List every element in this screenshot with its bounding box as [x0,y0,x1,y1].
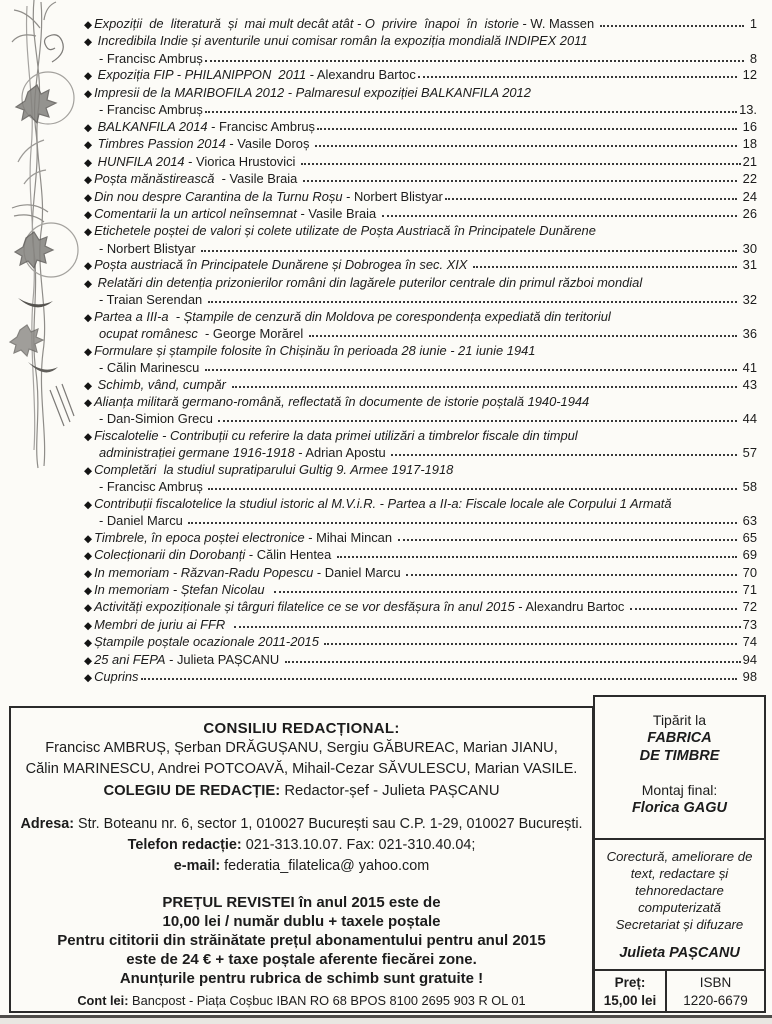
toc-author-text: - Vasile Braia [296,205,380,221]
toc-author-text: - Viorica Hrustovici [184,153,299,169]
diamond-bullet-icon: ◆ [84,498,93,511]
toc-entry [84,394,757,428]
printer-name-2: DE TIMBRE [639,748,720,764]
toc-line [84,154,757,171]
toc-entry [84,189,757,206]
dot-leader [208,301,737,303]
toc-page-number: 72 [739,599,757,615]
dot-leader [317,128,737,130]
toc-entry [84,565,757,582]
diamond-bullet-icon: ◆ [84,87,93,100]
toc-page-number: 57 [739,445,757,461]
price-line-1: PREȚUL REVISTEI în anul 2015 este de [162,894,441,911]
toc-line [84,275,757,292]
diamond-bullet-icon: ◆ [84,654,93,667]
spacer [595,765,764,781]
diamond-bullet-icon: ◆ [84,619,93,632]
toc-page-number: 58 [739,479,757,495]
toc-title-text: administrației germane 1916-1918 [99,445,295,461]
toc-entry [84,171,757,188]
toc-title-text: Etichetele poștei de valori și colete utilizate de Poșta Austriacă în Principatele Dunărene [94,223,596,239]
toc-author-text: - Călin Hentea [245,547,335,563]
toc-line [84,445,757,461]
address-block [11,814,592,877]
dot-leader [205,111,737,113]
diamond-bullet-icon: ◆ [84,277,93,290]
dot-leader [391,454,737,456]
diamond-bullet-icon: ◆ [84,208,93,221]
toc-page-number: 21 [742,153,757,169]
diamond-bullet-icon: ◆ [84,311,93,324]
dot-leader [208,488,737,490]
toc-title-text: Expoziția FIP - PHILANIPPON 2011 [94,67,307,83]
toc-title-text: HUNFILA 2014 [94,153,185,169]
toc-title-text: In memoriam - Răzvan-Radu Popescu [94,564,314,580]
secretariat-text: Secretariat și difuzare [615,917,744,932]
editorial-board-title: CONSILIU REDACȚIONAL: [203,720,400,737]
diamond-bullet-icon: ◆ [84,464,93,477]
toc-line [84,85,757,102]
dot-leader [205,60,744,62]
toc-page-number: 98 [739,669,757,685]
price-label: Preț: [614,975,646,990]
diamond-bullet-icon: ◆ [84,672,93,685]
diamond-bullet-icon: ◆ [84,139,93,152]
toc-entry [84,223,757,257]
email-label: e-mail: [173,858,221,874]
printed-at-label: Tipărit la [652,712,707,728]
toc-page-number: 70 [739,564,757,580]
diamond-bullet-icon: ◆ [84,379,93,392]
diamond-bullet-icon: ◆ [84,602,93,615]
diamond-bullet-icon: ◆ [84,584,93,597]
dot-leader [303,180,737,182]
diamond-bullet-icon: ◆ [84,637,93,650]
toc-line [84,360,757,376]
proofreading-text: Corectură, ameliorare de text, redactare și tehnoredactare computerizată [606,849,753,915]
toc-line [84,223,757,240]
toc-page-number: 36 [739,326,757,342]
toc-title-text: Colecționarii din Dorobanți [94,547,246,563]
toc-author-text: - Daniel Marcu [99,513,187,529]
toc-page-number: 1 [746,16,757,31]
editorial-board-names-2: Călin MARINESCU, Andrei POTCOAVĂ, Mihail-Cezar SĂVULESCU, Marian VASILE. [25,761,578,777]
toc-page-number: 8 [746,50,757,66]
toc-entry [84,154,757,171]
toc-page-number: 65 [739,529,757,545]
dot-leader [205,369,737,371]
toc-author-text: - Francisc Ambruș [207,118,315,134]
diamond-bullet-icon: ◆ [84,121,93,134]
print-info-column [593,695,766,1013]
toc-entry [84,136,757,153]
diamond-bullet-icon: ◆ [84,567,93,580]
diamond-bullet-icon: ◆ [84,550,93,563]
dot-leader [473,266,737,268]
toc-author-text: - Francisc Ambruș [99,50,203,66]
toc-page-number: 24 [739,188,757,204]
toc-line [84,394,757,411]
toc-author-text: - W. Massen [518,16,598,31]
editorial-college-value: Redactor-șef - Julieta PAȘCANU [280,783,500,799]
toc-page-number: 16 [739,118,757,134]
editorial-college-line [11,780,592,802]
address-value: Str. Boteanu nr. 6, sector 1, 010027 București sau C.P. 1-29, 010027 București. [74,816,583,832]
dot-leader [600,25,745,27]
toc-line [84,634,757,651]
toc-line [84,513,757,529]
toc-title-text: 25 ani FEPA [94,651,166,667]
toc-page-number: 63 [739,513,757,529]
toc-author-text: - George Morărel [201,326,307,342]
toc-line [84,326,757,342]
isbn-value: 1220-6679 [683,993,748,1008]
toc-author-text: - Norbert Blistyar [342,188,443,204]
phone-label: Telefon redacție: [127,837,242,853]
email-line [11,856,592,877]
dot-leader [337,556,737,558]
toc-page-number: 18 [739,136,757,152]
dot-leader [418,76,737,78]
toc-entry [84,67,757,84]
price-line-5: Anunțurile pentru rubrica de schimb sunt gratuite ! [119,970,484,987]
toc-line [84,565,757,582]
toc-line [84,479,757,495]
toc-entry [84,496,757,530]
toc-line [84,241,757,257]
toc-line [84,377,757,394]
toc-author-text: - Alexandru Bartoc [514,599,628,615]
isbn-label: ISBN [699,975,732,990]
toc-title-text: Alianța militară germano-română, reflectată în documente de istorie poștală 1940-1944 [94,393,590,409]
toc-line [84,462,757,479]
toc-author-text: - Vasile Braia [218,171,301,187]
toc-author-text: - Mihai Mincan [304,529,396,545]
toc-title-text: Comentarii la un articol neînsemnat [94,205,297,221]
address-line [11,814,592,835]
toc-line [84,530,757,547]
toc-entry [84,16,757,33]
dot-leader [274,591,737,593]
toc-entry [84,343,757,377]
toc-line [84,189,757,206]
toc-line [84,136,757,153]
phone-line [11,835,592,856]
toc-title-text: Membri de juriu ai FFR [94,616,233,632]
toc-line [84,257,757,274]
diamond-bullet-icon: ◆ [84,36,93,49]
price-value: 15,00 lei [603,993,657,1008]
toc-entry [84,257,757,274]
toc-page-number: 26 [739,205,757,221]
toc-author-text: - Julieta PAȘCANU [165,651,283,667]
dot-leader [324,643,737,645]
dot-leader [201,250,737,252]
toc-entry [84,669,757,686]
toc-page-number: 22 [739,171,757,187]
phone-value: 021-313.10.07. Fax: 021-310.40.04; [241,837,476,853]
toc-line [84,51,757,67]
dot-leader [406,574,737,576]
toc-entry [84,85,757,119]
printer-name-1: FABRICA [647,730,712,746]
toc-line [84,669,757,686]
dot-leader [630,608,737,610]
toc-page-number: 74 [739,634,757,650]
toc-line [84,292,757,308]
editorial-box [9,706,594,1013]
toc-line [84,652,757,669]
toc-entry [84,275,757,309]
toc-page-number: 44 [739,411,757,427]
toc-title-text: Ștampile poștale ocazionale 2011-2015 [94,634,323,650]
editorial-college-label: COLEGIU DE REDACȚIE: [103,783,281,799]
price-isbn-row [595,969,764,1011]
toc-page-number: 94 [742,651,757,667]
toc-line [84,582,757,599]
toc-page-number: 41 [739,360,757,376]
toc-entry [84,119,757,136]
toc-author-text: - Francisc Ambruș [99,102,203,118]
toc-title-text: Fiscalotelie - Contribuții cu referire la data primei utilizări a timbrelor fiscale din timpul [94,427,578,443]
toc-line [84,33,757,50]
montaj-person: Florica GAGU [631,800,728,816]
price-block [11,893,592,988]
price-line-2: 10,00 lei / număr dublu + taxele poștale [162,913,441,930]
toc-title-text: Timbres Passion 2014 [94,136,226,152]
toc-author-text: - Francisc Ambruș [99,479,207,495]
scan-edge-shadow [0,1018,772,1024]
diamond-bullet-icon: ◆ [84,174,93,187]
bank-account-line [11,993,592,1008]
toc-line [84,102,757,118]
toc-page-number: 43 [739,376,757,392]
secretariat-person: Julieta PAȘCANU [619,945,740,961]
toc-line [84,343,757,360]
toc-author-text: - Călin Marinescu [99,360,203,376]
toc-page-number: 71 [739,581,757,597]
bank-account-value: Bancpost - Piața Coșbuc IBAN RO 68 BPOS 8100 2695 903 R OL 01 [128,993,526,1008]
toc-title-text: In memoriam - Ștefan Nicolau [94,581,272,597]
toc-title-text: Activități expoziționale și târguri filatelice ce se vor desfășura în anul 2015 [94,599,515,615]
toc-line [84,309,757,326]
toc-page-number: 13. [739,102,757,118]
diamond-bullet-icon: ◆ [84,345,93,358]
toc-author-text: - Daniel Marcu [313,564,405,580]
toc-author-text: - Traian Serendan [99,292,206,308]
isbn-cell [667,971,764,1011]
toc-title-text: Formulare și ștampile folosite în Chișinău în perioada 28 iunie - 21 iunie 1941 [94,342,536,358]
bank-account-label: Cont lei: [77,993,129,1008]
table-of-contents [84,16,757,687]
diamond-bullet-icon: ◆ [84,19,93,31]
dot-leader [309,335,737,337]
toc-title-text: Completări la studiul supratiparului Gultig 9. Armee 1917-1918 [94,461,454,477]
toc-line [84,411,757,427]
montaj-label: Montaj final: [641,782,718,798]
dot-leader [445,198,737,200]
email-value: federatia_filatelica@ yahoo.com [220,858,430,874]
toc-author-text: - Dan-Simion Grecu [99,411,217,427]
dot-leader [285,661,741,663]
address-label: Adresa: [20,816,75,832]
toc-author-text: - Norbert Blistyar [99,240,200,256]
toc-title-text: Partea a III-a - Ștampile de cenzură din Moldova pe corespondența expediată din teritoriul [94,308,611,324]
toc-page-number: 30 [739,240,757,256]
price-line-3: Pentru cititorii din străinătate prețul abonamentului pentru anul 2015 [57,932,546,949]
dot-leader [188,522,737,524]
toc-title-text: Cuprins [94,669,139,685]
toc-entry [84,309,757,343]
toc-line [84,428,757,445]
toc-entry [84,617,757,634]
toc-entry [84,547,757,564]
toc-line [84,496,757,513]
dot-leader [315,145,737,147]
toc-entry [84,634,757,651]
toc-title-text: Timbrele, în epoca poștei electronice [94,529,305,545]
diamond-bullet-icon: ◆ [84,532,93,545]
toc-author-text: - Adrian Apostu [294,445,390,461]
diamond-bullet-icon: ◆ [84,156,93,169]
dot-leader [234,626,740,628]
toc-title-text: Expoziții de literatură și mai mult decât atât - O privire înapoi în istorie [94,16,519,31]
toc-author-text: - Alexandru Bartoc [306,67,416,83]
diamond-bullet-icon: ◆ [84,430,93,443]
toc-title-text: ocupat românesc [99,326,202,342]
editorial-board-names-1: Francisc AMBRUȘ, Șerban DRĂGUȘANU, Sergiu GĂBUREAC, Marian JIANU, [45,740,558,756]
toc-line [84,16,757,33]
price-cell [595,971,667,1011]
toc-line [84,171,757,188]
price-line-4: este de 24 € + taxe poștale aferente fiecărei zone. [126,951,477,968]
toc-title-text: Schimb, vând, cumpăr [94,376,230,392]
botanical-illustration [0,0,82,470]
printer-section [595,697,764,838]
diamond-bullet-icon: ◆ [84,70,93,83]
dot-leader [382,215,737,217]
toc-entry [84,206,757,223]
toc-title-text: Relatări din detenția prizonierilor români din lagărele puterilor centrale din primul război mondial [94,274,643,290]
toc-page-number: 12 [739,67,757,83]
toc-entry [84,599,757,616]
toc-page-number: 31 [739,257,757,273]
toc-entry [84,652,757,669]
toc-author-text: - Vasile Doroș [225,136,313,152]
proofreading-section [595,838,764,969]
dot-leader [218,420,737,422]
toc-entry [84,33,757,67]
toc-page-number: 32 [739,292,757,308]
toc-title-text: Incredibila Indie și aventurile unui comisar român la expoziția mondială INDIPEX 2011 [94,33,588,49]
toc-line [84,119,757,136]
toc-line [84,206,757,223]
diamond-bullet-icon: ◆ [84,396,93,409]
toc-page-number: 69 [739,547,757,563]
toc-page-number: 73 [742,616,757,632]
toc-title-text: Contribuții fiscalotelice la studiul istoric al M.V.i.R. - Partea a II-a: Fiscale locale ale Corpului 1 Armată [94,495,672,511]
toc-title-text: Poșta austriacă în Principatele Dunărene și Dobrogea în sec. XIX [94,257,471,273]
dot-leader [301,163,741,165]
toc-line [84,617,757,634]
dot-leader [141,678,738,680]
toc-entry [84,377,757,394]
toc-title-text: Poșta mănăstirească [94,171,219,187]
diamond-bullet-icon: ◆ [84,191,93,204]
toc-entry [84,462,757,496]
toc-title-text: BALKANFILA 2014 [94,118,208,134]
toc-entry [84,530,757,547]
toc-line [84,67,757,84]
diamond-bullet-icon: ◆ [84,260,93,273]
dot-leader [232,386,738,388]
toc-line [84,599,757,616]
diamond-bullet-icon: ◆ [84,226,93,239]
toc-entry [84,582,757,599]
toc-entry [84,428,757,462]
dot-leader [398,539,737,541]
toc-title-text: Impresii de la MARIBOFILA 2012 - Palmaresul expoziției BALKANFILA 2012 [94,84,531,100]
toc-line [84,547,757,564]
toc-title-text: Din nou despre Carantina de la Turnu Roșu [94,188,343,204]
